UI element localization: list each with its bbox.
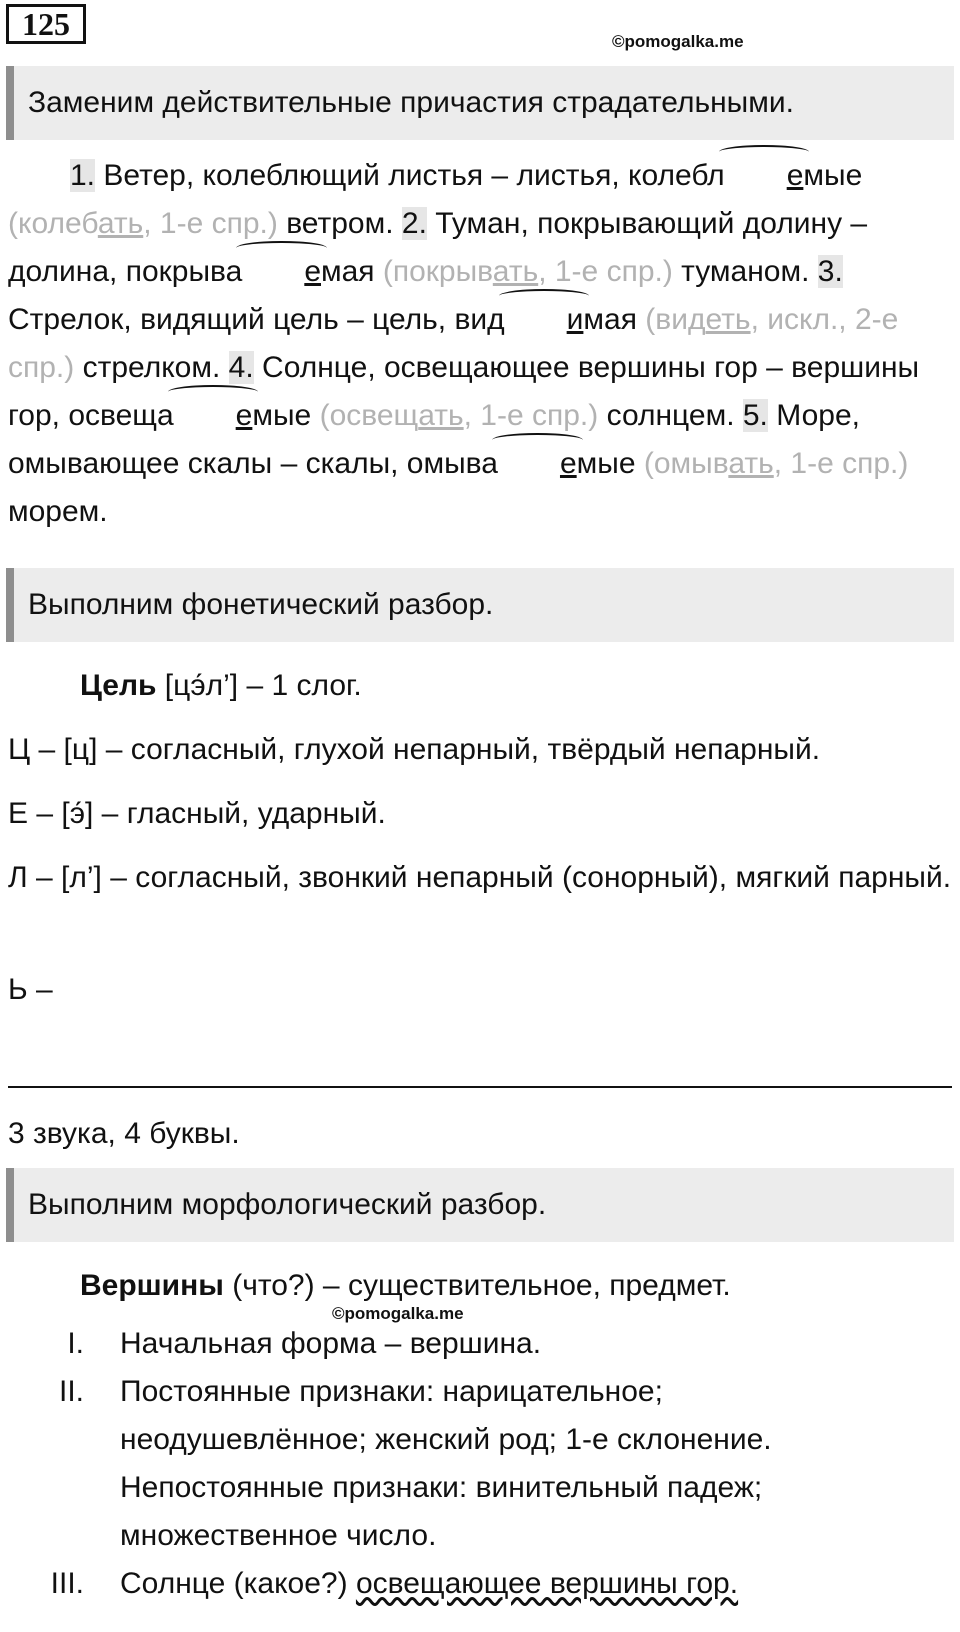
verb-note: (колебать, 1-е спр.) [8, 207, 278, 240]
sentence-text: Солнце, освещающее вершины гор – вершины гор, освеща [8, 351, 920, 432]
phonetic-word-line [8, 662, 960, 710]
sentence-number: 3. [817, 255, 843, 288]
sentence-number: 2. [401, 207, 427, 240]
stressed-ending-vowel: е [174, 392, 253, 440]
morph-list [0, 1320, 960, 1608]
list-item-text: Солнце (какое?) [120, 1567, 356, 1600]
watermark-top: ©pomogalka.me [612, 32, 744, 51]
sentence-text: мые [803, 159, 863, 192]
sound-line-l: Л – [л’] – согласный, звонкий непарный (сонорный), мягкий парный. [8, 861, 952, 894]
sentence-text: ветром. [277, 207, 402, 240]
phonetic-summary: 3 звука, 4 буквы. [8, 1117, 240, 1150]
sound-line-c: Ц – [ц] – согласный, глухой непарный, твёрдый непарный. [8, 733, 821, 766]
sentence-text: солнцем. [598, 399, 743, 432]
list-marker: III. [50, 1567, 84, 1600]
list-marker: I. [67, 1327, 84, 1360]
sentence-text: морем. [8, 495, 108, 528]
transcription: [цэ́л’] – 1 слог. [156, 669, 362, 702]
morph-word-desc: (что?) – существительное, предмет. [223, 1269, 731, 1302]
watermark-middle: ©pomogalka.me [332, 1304, 464, 1323]
list-item [0, 1368, 840, 1560]
sentence-text: Туман, покрывающий долину – долина, покрыва [8, 207, 868, 288]
sentence-text: Стрелок, видящий цель – цель, вид [8, 303, 505, 336]
sentence-number: 4. [228, 351, 254, 384]
list-item [0, 1320, 960, 1368]
verb-note: (освещать, 1-е спр.) [319, 399, 599, 432]
sentence-text: стрелком. [74, 351, 229, 384]
sentence-text: мая [321, 255, 383, 288]
exercise-number: 125 [6, 4, 86, 44]
stressed-ending-vowel: и [505, 296, 584, 344]
stressed-ending-vowel: е [725, 152, 804, 200]
section-heading-participles: Заменим действительные причастия страдательными. [6, 66, 954, 140]
sentence-text: мая [583, 303, 646, 336]
stressed-ending-vowel: е [242, 248, 321, 296]
sound-line-e: Е – [э́] – гласный, ударный. [8, 797, 386, 830]
morph-word: Вершины [80, 1269, 224, 1302]
list-item-text: Постоянные признаки: нарицательное; неодушевлённое; женский род; 1-е склонение. Непостоянные признаки: винительный падеж; множественное число. [120, 1375, 772, 1552]
morph-word-line [8, 1262, 960, 1310]
participles-paragraph [8, 152, 958, 536]
sentence-text: Море, омывающее скалы – скалы, омыва [8, 399, 860, 480]
divider-line [8, 1086, 952, 1088]
sentence-text: туманом. [672, 255, 818, 288]
list-marker: II. [58, 1375, 84, 1408]
sound-line-soft-sign: Ь – [8, 973, 53, 1006]
section-heading-phonetic: Выполним фонетический разбор. [6, 568, 954, 642]
phonetic-word: Цель [80, 669, 157, 702]
participial-phrase: освещающее вершины гор. [355, 1567, 739, 1600]
list-item [0, 1560, 960, 1608]
stressed-ending-vowel: е [498, 440, 577, 488]
verb-note: (омывать, 1-е спр.) [643, 447, 909, 480]
list-item-text: Начальная форма – вершина. [120, 1327, 542, 1360]
sentence-text: мые [252, 399, 320, 432]
section-heading-morphological: Выполним морфологический разбор. [6, 1168, 954, 1242]
verb-note: (видеть, искл., 2-е спр.) [8, 303, 899, 384]
verb-note: (покрывать, 1-е спр.) [382, 255, 673, 288]
sentence-number: 1. [70, 159, 96, 192]
sentence-number: 5. [742, 399, 768, 432]
sentence-text: мые [576, 447, 644, 480]
sentence-text: Ветер, колеблющий листья – листья, колебл [95, 159, 725, 192]
